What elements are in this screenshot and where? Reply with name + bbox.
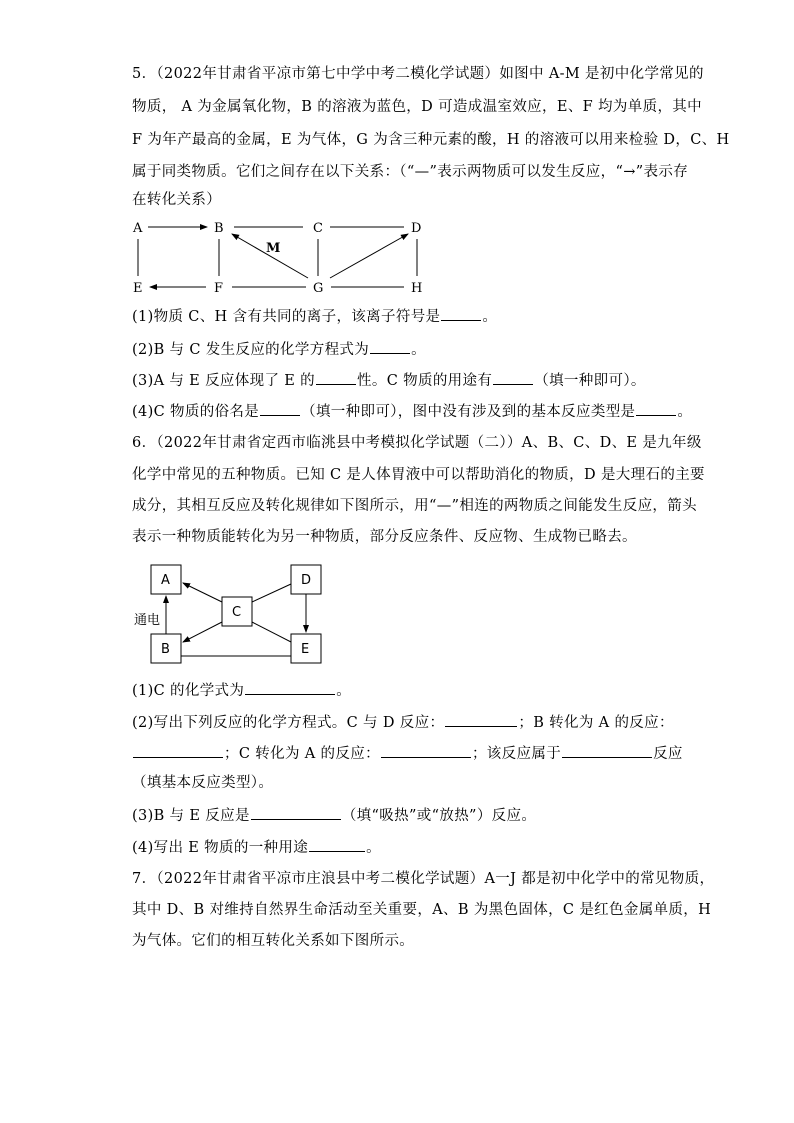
q5-node-f: F [214, 281, 224, 296]
q5-node-g: G [313, 281, 324, 296]
q5-sub-1: (1)物质 C、H 含有共同的离子，该离子符号是 。 [132, 306, 497, 327]
answer-blank[interactable] [309, 837, 365, 852]
q6-edge-label-electrolysis: 通电 [134, 613, 161, 628]
q7-line-3: 为气体。它们的相互转化关系如下图所示。 [132, 933, 415, 949]
q5-node-c: C [313, 221, 323, 236]
q6-node-a: A [161, 573, 170, 588]
q6-line-4: 表示一种物质能转化为另一种物质，部分反应条件、反应物、生成物已略去。 [132, 529, 637, 545]
q5-node-h: H [411, 281, 423, 296]
q6-sub-4: (4)写出 E 物质的一种用途 。 [132, 837, 381, 858]
q7-line-2: 其中 D、B 对维持自然界生命活动至关重要，A、B 为黑色固体，C 是红色金属单质，H [132, 902, 712, 918]
q6-node-c: C [232, 605, 242, 620]
answer-blank[interactable] [245, 680, 335, 695]
q6-edge-c-d [252, 584, 291, 602]
q5-node-b: B [214, 221, 224, 236]
q5-edge-label-m: M [266, 241, 281, 256]
answer-blank[interactable] [562, 743, 652, 758]
q5-node-d: D [411, 221, 422, 236]
q6-node-e: E [301, 642, 310, 657]
q6-edge-c-e [252, 622, 291, 642]
q6-node-d: D [301, 573, 312, 588]
q6-sub-2-cont: ；C 转化为 A 的反应： ；该反应属于 反应 [132, 743, 683, 764]
q5-line-2: 物质， A 为金属氧化物，B 的溶液为蓝色，D 可造成温室效应，E、F 均为单质，其中 [132, 99, 702, 115]
q5-sub-2: (2)B 与 C 发生反应的化学方程式为 。 [132, 339, 426, 360]
answer-blank[interactable] [445, 712, 517, 727]
q5-line-5: 在转化关系） [132, 192, 222, 208]
q6-edge-c-b [183, 622, 222, 642]
q6-sub-3: (3)B 与 E 反应是 （填“吸热”或“放热”）反应。 [132, 805, 536, 826]
q5-node-a: A [133, 221, 143, 236]
q6-edge-c-a [183, 583, 222, 602]
q6-line-1: 6．（2022年甘肃省定西市临洮县中考模拟化学试题（二））A、B、C、D、E 是九年级 [132, 435, 702, 451]
q6-sub-2-type: （填基本反应类型）。 [132, 775, 274, 791]
q5-sub-4: (4)C 物质的俗名是 （填一种即可），图中没有涉及到的基本反应类型是 。 [132, 401, 692, 422]
q5-line-4: 属于同类物质。它们之间存在以下关系：（“—”表示两物质可以发生反应，“→”表示存 [132, 164, 689, 180]
q5-node-e: E [133, 281, 143, 296]
q7-line-1: 7．（2022年甘肃省平凉市庄浪县中考二模化学试题）A一J 都是初中化学中的常见物质， [132, 871, 715, 887]
q6-line-2: 化学中常见的五种物质。已知 C 是人体胃液中可以帮助消化的物质，D 是大理石的主要 [132, 467, 705, 483]
answer-blank[interactable] [381, 743, 471, 758]
q5-sub-3: (3)A 与 E 反应体现了 E 的 性。C 物质的用途有 （填一种即可）。 [132, 370, 646, 391]
q6-node-b: B [161, 642, 170, 657]
q6-sub-1: (1)C 的化学式为 。 [132, 680, 351, 701]
q6-line-3: 成分，其相互反应及转化规律如下图所示，用“—”相连的两物质之间能发生反应，箭头 [132, 498, 697, 514]
q5-line-3: F 为年产最高的金属，E 为气体，G 为含三种元素的酸，H 的溶液可以用来检验 D，C、H [132, 132, 730, 148]
answer-blank[interactable] [251, 805, 341, 820]
q6-sub-2: (2)写出下列反应的化学方程式。C 与 D 反应： ；B 转化为 A 的反应： [132, 712, 674, 733]
answer-blank[interactable] [133, 743, 223, 758]
q5-line-1: 5．（2022年甘肃省平凉市第七中学中考二模化学试题）如图中 A-M 是初中化学常见的 [132, 66, 704, 82]
